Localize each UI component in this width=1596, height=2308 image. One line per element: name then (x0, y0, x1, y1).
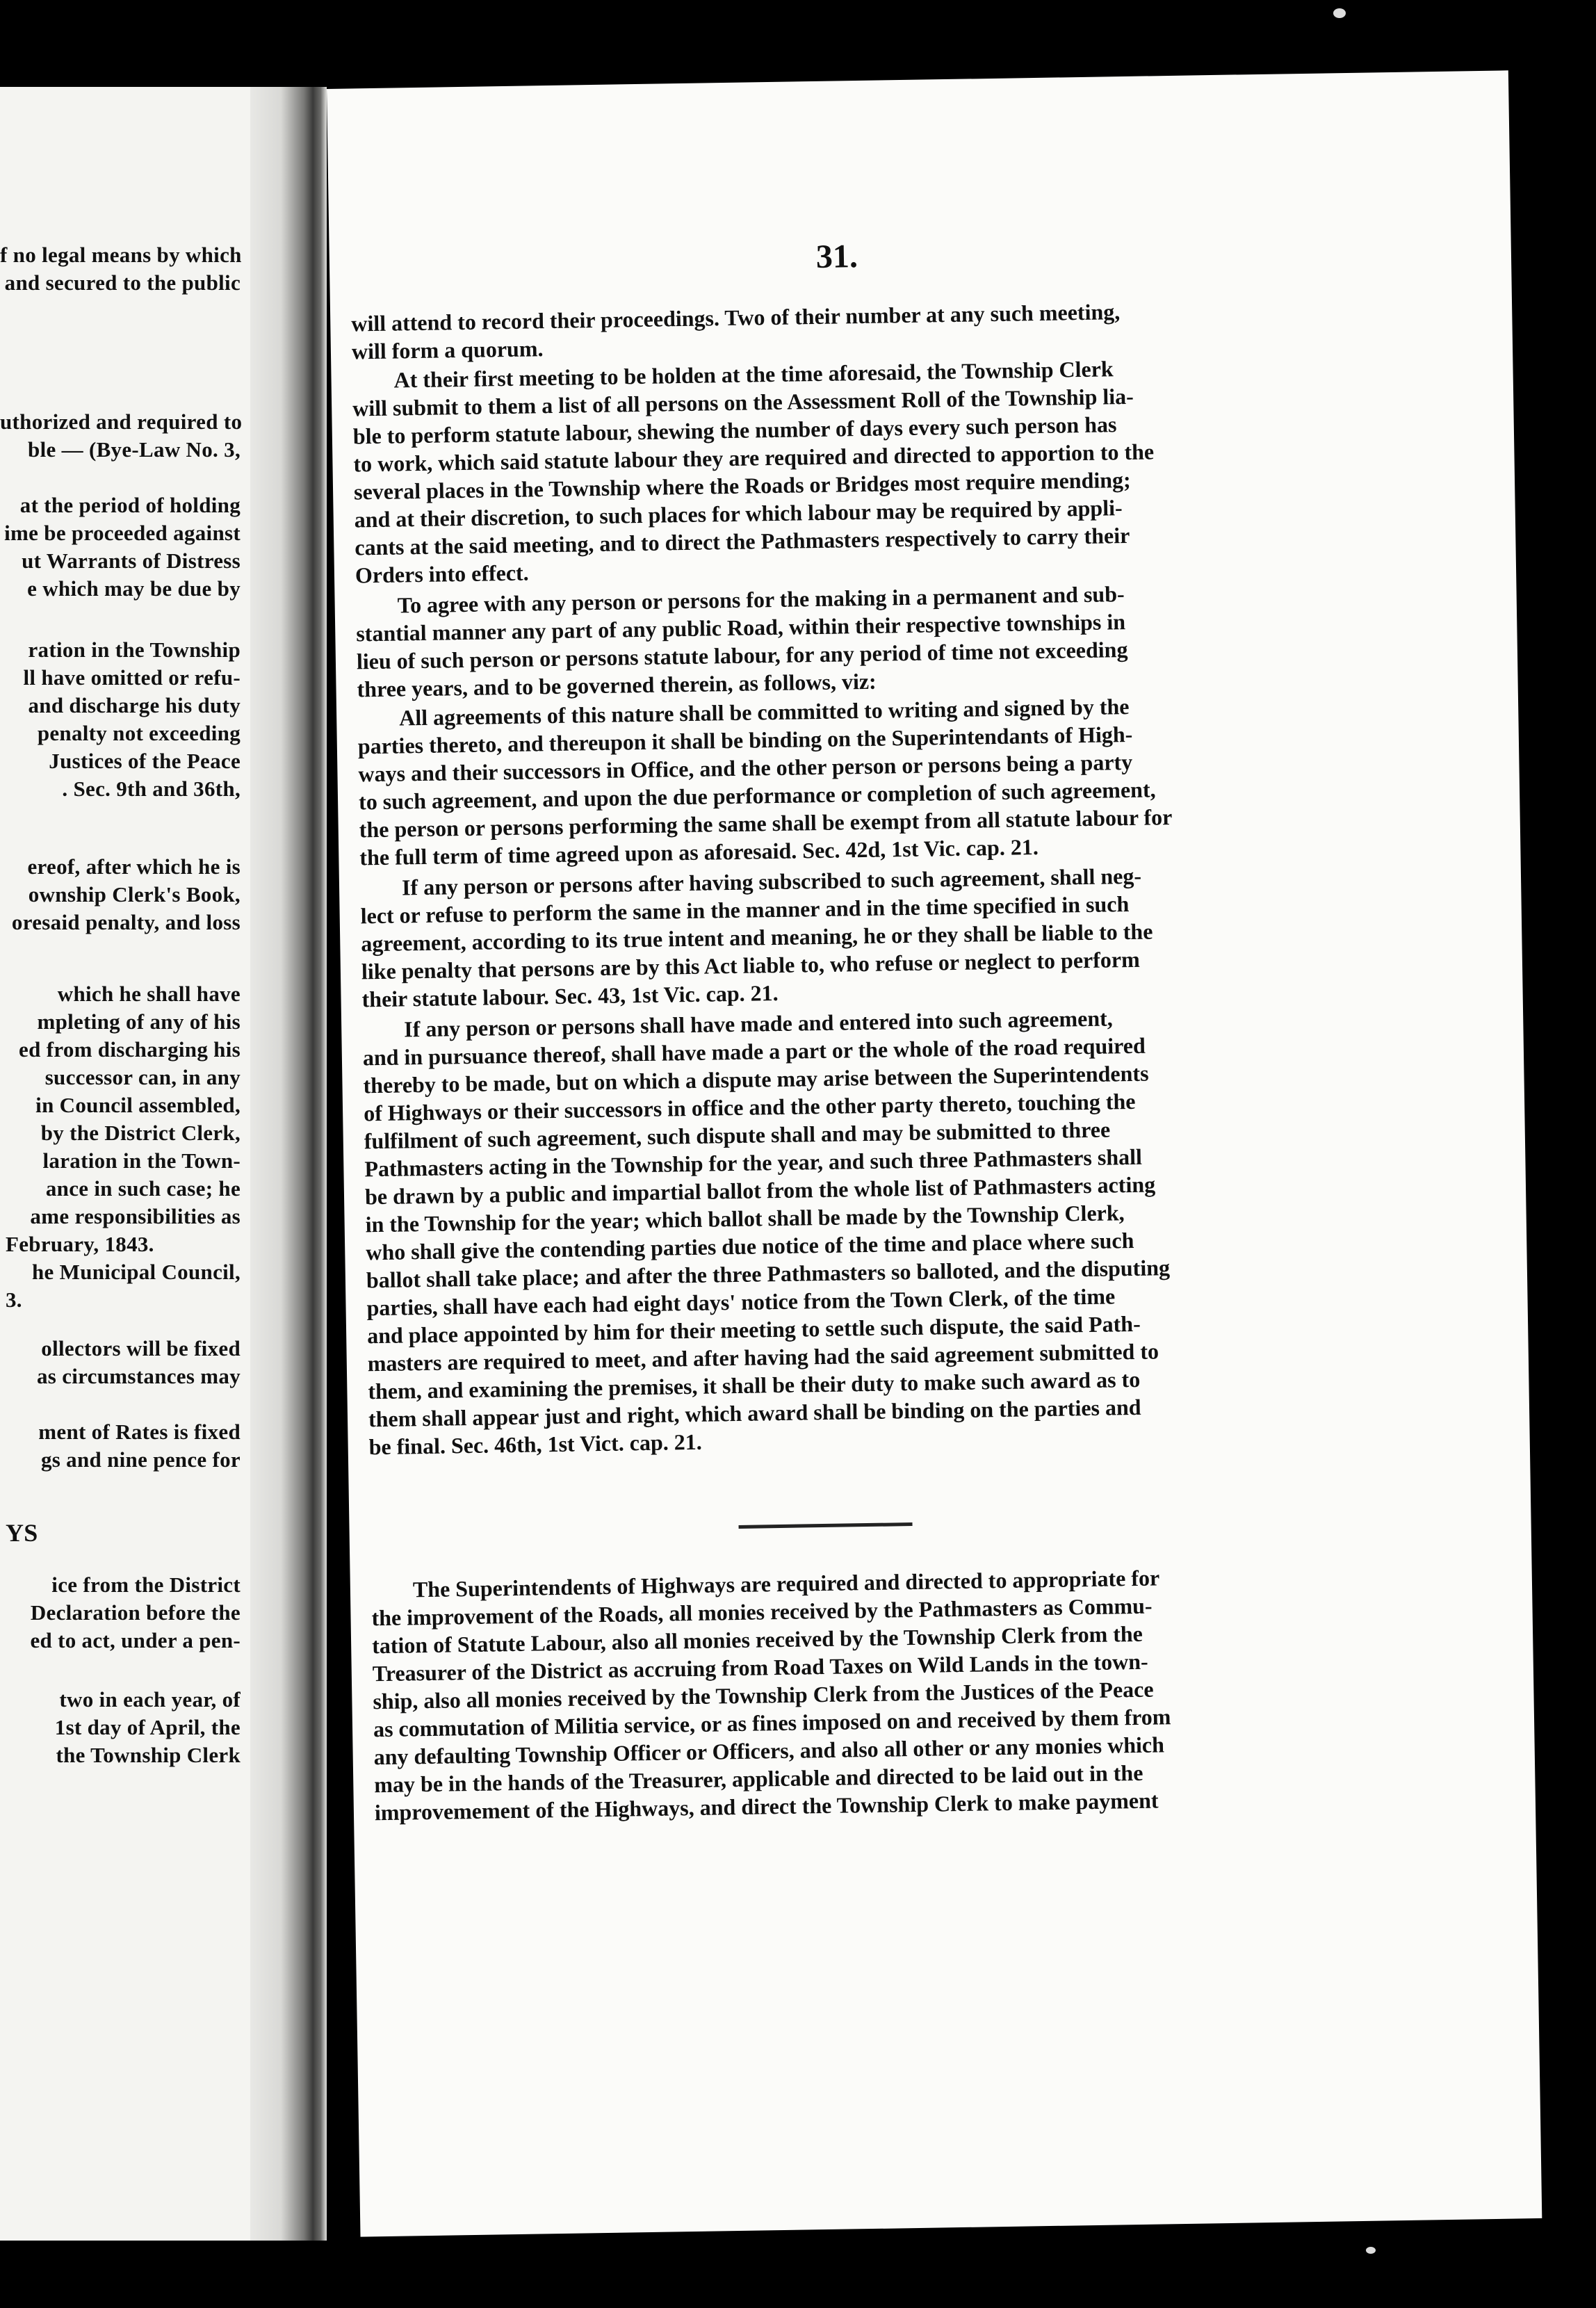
left-line: February, 1843. (6, 1232, 154, 1256)
page-number: 31. (815, 238, 858, 275)
left-line: ice from the District (51, 1572, 241, 1597)
text-line: The Superintendents of Highways are required and directed to appropriate for (412, 1565, 1160, 1602)
text-line: To agree with any person or persons for the making in a permanent and sub- (397, 581, 1125, 618)
left-line: ble — (Bye-Law No. 3, (28, 437, 241, 462)
left-line: laration in the Town- (42, 1148, 241, 1173)
left-line: penalty not exceeding (37, 721, 241, 745)
left-line: as circumstances may (37, 1364, 241, 1388)
text-line: ways and their successors in Office, and the other person or persons being a party (358, 749, 1133, 787)
left-line: f no legal means by which (0, 243, 242, 267)
left-line: ance in such case; he (45, 1176, 241, 1201)
text-line: as commutation of Militia service, or as fines imposed on and received by them from (373, 1704, 1171, 1742)
text-line: be drawn by a public and impartial ballot from the whole list of Pathmasters acting (364, 1171, 1156, 1210)
text-line: their statute labour. Sec. 43, 1st Vic. cap. 21. (361, 980, 779, 1012)
text-line: masters are required to meet, and after having had the said agreement submitted to (367, 1338, 1159, 1376)
text-line: agreement, according to its true intent and meaning, he or they shall be liable to the (361, 918, 1153, 957)
text-line: If any person or persons shall have made and entered into such agreement, (403, 1005, 1114, 1042)
left-line: two in each year, of (59, 1687, 241, 1712)
left-line: Justices of the Peace (49, 749, 241, 773)
text-line: All agreements of this nature shall be committed to writing and signed by the (398, 693, 1130, 731)
text-line: Treasurer of the District as accruing from Road Taxes on Wild Lands in the town- (372, 1648, 1148, 1687)
left-line: gs and nine pence for (40, 1447, 241, 1472)
left-line: ut Warrants of Distress (22, 548, 241, 573)
left-line: ollectors will be fixed (41, 1336, 241, 1360)
text-line: fulfilment of such agreement, such dispute shall and may be submitted to three (364, 1116, 1111, 1154)
text-line: ballot shall take place; and after the three Pathmasters so balloted, and the disputing (366, 1255, 1171, 1293)
scan-speck (1333, 8, 1346, 18)
text-line: be final. Sec. 46th, 1st Vict. cap. 21. (368, 1429, 703, 1460)
left-line: ame responsibilities as (30, 1204, 241, 1228)
text-line: will form a quorum. (351, 336, 544, 364)
text-line: them shall appear just and right, which award shall be binding on the parties and (368, 1394, 1141, 1432)
left-line: oresaid penalty, and loss (11, 910, 241, 934)
left-line: ll have omitted or refu- (23, 665, 241, 690)
text-line: At their first meeting to be holden at the time aforesaid, the Township Clerk (393, 356, 1114, 393)
text-line: parties, shall have each had eight days' notice from the Town Clerk, of the time (366, 1283, 1116, 1321)
text-line: to such agreement, and upon the due performance or completion of such agreement, (358, 777, 1156, 815)
left-line: successor can, in any (44, 1065, 241, 1089)
text-line: of Highways or their successors in office and the other party thereto, touching the (363, 1088, 1136, 1126)
text-line: the full term of time agreed upon as aforesaid. Sec. 42d, 1st Vic. cap. 21. (359, 834, 1039, 870)
text-line: the improvement of the Roads, all monies received by the Pathmasters as Commu- (371, 1593, 1153, 1631)
text-line: in the Township for the year; which ballot shall be made by the Township Clerk, (365, 1200, 1125, 1237)
text-line: and at their discretion, to such places for which labour may be required by appli- (354, 495, 1123, 533)
left-line: uthorized and required to (0, 409, 243, 434)
section-divider (739, 1522, 913, 1529)
text-line: will submit to them a list of all persons on the Assessment Roll of the Township lia- (352, 383, 1134, 421)
right-page (327, 70, 1542, 2236)
left-line: ed from discharging his (19, 1037, 241, 1062)
text-line: may be in the hands of the Treasurer, applicable and directed to be laid out in the (374, 1760, 1143, 1798)
text-line: any defaulting Township Officer or Officers, and also all other or any monies which (373, 1732, 1165, 1770)
text-line: who shall give the contending parties due notice of the time and place where such (366, 1227, 1134, 1265)
text-line: like penalty that persons are by this Act liable to, who refuse or neglect to perform (361, 946, 1140, 984)
scan-speck (1366, 2247, 1376, 2254)
text-line: lieu of such person or persons statute labour, for any period of time not exceeding (356, 637, 1128, 674)
left-line: mpleting of any of his (37, 1009, 241, 1034)
text-line: three years, and to be governed therein, as follows, viz: (357, 668, 877, 702)
text-line: them, and examining the premises, it shall be their duty to make such award as to (368, 1366, 1141, 1404)
left-line: and discharge his duty (28, 693, 241, 717)
text-line: to work, which said statute labour they are required and directed to apportion to the (353, 439, 1155, 477)
left-line: ration in the Township (28, 637, 241, 662)
left-line: the Township Clerk (56, 1743, 241, 1767)
page-gutter (250, 87, 327, 2241)
left-line: ed to act, under a pen- (30, 1628, 241, 1652)
left-line: in Council assembled, (35, 1093, 241, 1117)
text-line: parties thereto, and thereupon it shall be binding on the Superintendants of High- (357, 721, 1133, 759)
left-line: by the District Clerk, (40, 1121, 241, 1145)
left-line: and secured to the public (4, 270, 241, 295)
text-line: Orders into effect. (355, 560, 529, 588)
text-line: If any person or persons after having subscribed to such agreement, shall neg- (401, 863, 1142, 900)
left-page (0, 87, 250, 2241)
left-line: at the period of holding (19, 493, 241, 517)
left-line: 3. (6, 1287, 22, 1312)
left-line: Declaration before the (30, 1600, 241, 1625)
text-line: ship, also all monies received by the Township Clerk from the Justices of the Peace (373, 1676, 1154, 1714)
left-line: ereof, after which he is (27, 854, 241, 879)
text-line: thereby to be made, but on which a dispute may arise between the Superintendents (363, 1060, 1149, 1098)
text-line: improvemement of the Highways, and direct the Township Clerk to make payment (374, 1787, 1159, 1826)
left-line: . Sec. 9th and 36th, (62, 777, 241, 801)
text-line: and in pursuance thereof, shall have made a part or the whole of the road required (362, 1032, 1146, 1071)
left-line: ownship Clerk's Book, (28, 882, 241, 907)
left-line: ime be proceeded against (4, 521, 241, 545)
text-line: and place appointed by him for their meeting to settle such dispute, the said Path- (366, 1310, 1141, 1349)
text-line: will attend to record their proceedings. Two of their number at any such meeting, (351, 299, 1121, 336)
text-line: ble to perform statute labour, shewing the number of days every such person has (352, 412, 1117, 449)
text-line: lect or refuse to perform the same in the manner and in the time specified in such (360, 891, 1130, 929)
text-line: the person or persons performing the same shall be exempt from all statute labour for (359, 804, 1173, 843)
left-line: which he shall have (57, 982, 241, 1006)
left-line: he Municipal Council, (32, 1260, 241, 1284)
text-line: cants at the said meeting, and to direct the Pathmasters respectively to carry their (355, 522, 1130, 560)
text-line: Pathmasters acting in the Township for the year, and such three Pathmasters shall (364, 1144, 1143, 1182)
left-line: 1st day of April, the (54, 1715, 241, 1739)
text-line: several places in the Township where the Roads or Bridges most require mending; (353, 466, 1131, 505)
left-line: ment of Rates is fixed (38, 1420, 241, 1444)
text-line: tation of Statute Labour, also all monies received by the Township Clerk from the (371, 1620, 1143, 1659)
left-heading: YS (6, 1519, 38, 1547)
text-line: stantial manner any part of any public Road, within their respective townships in (356, 609, 1126, 647)
left-line: e which may be due by (27, 576, 241, 601)
